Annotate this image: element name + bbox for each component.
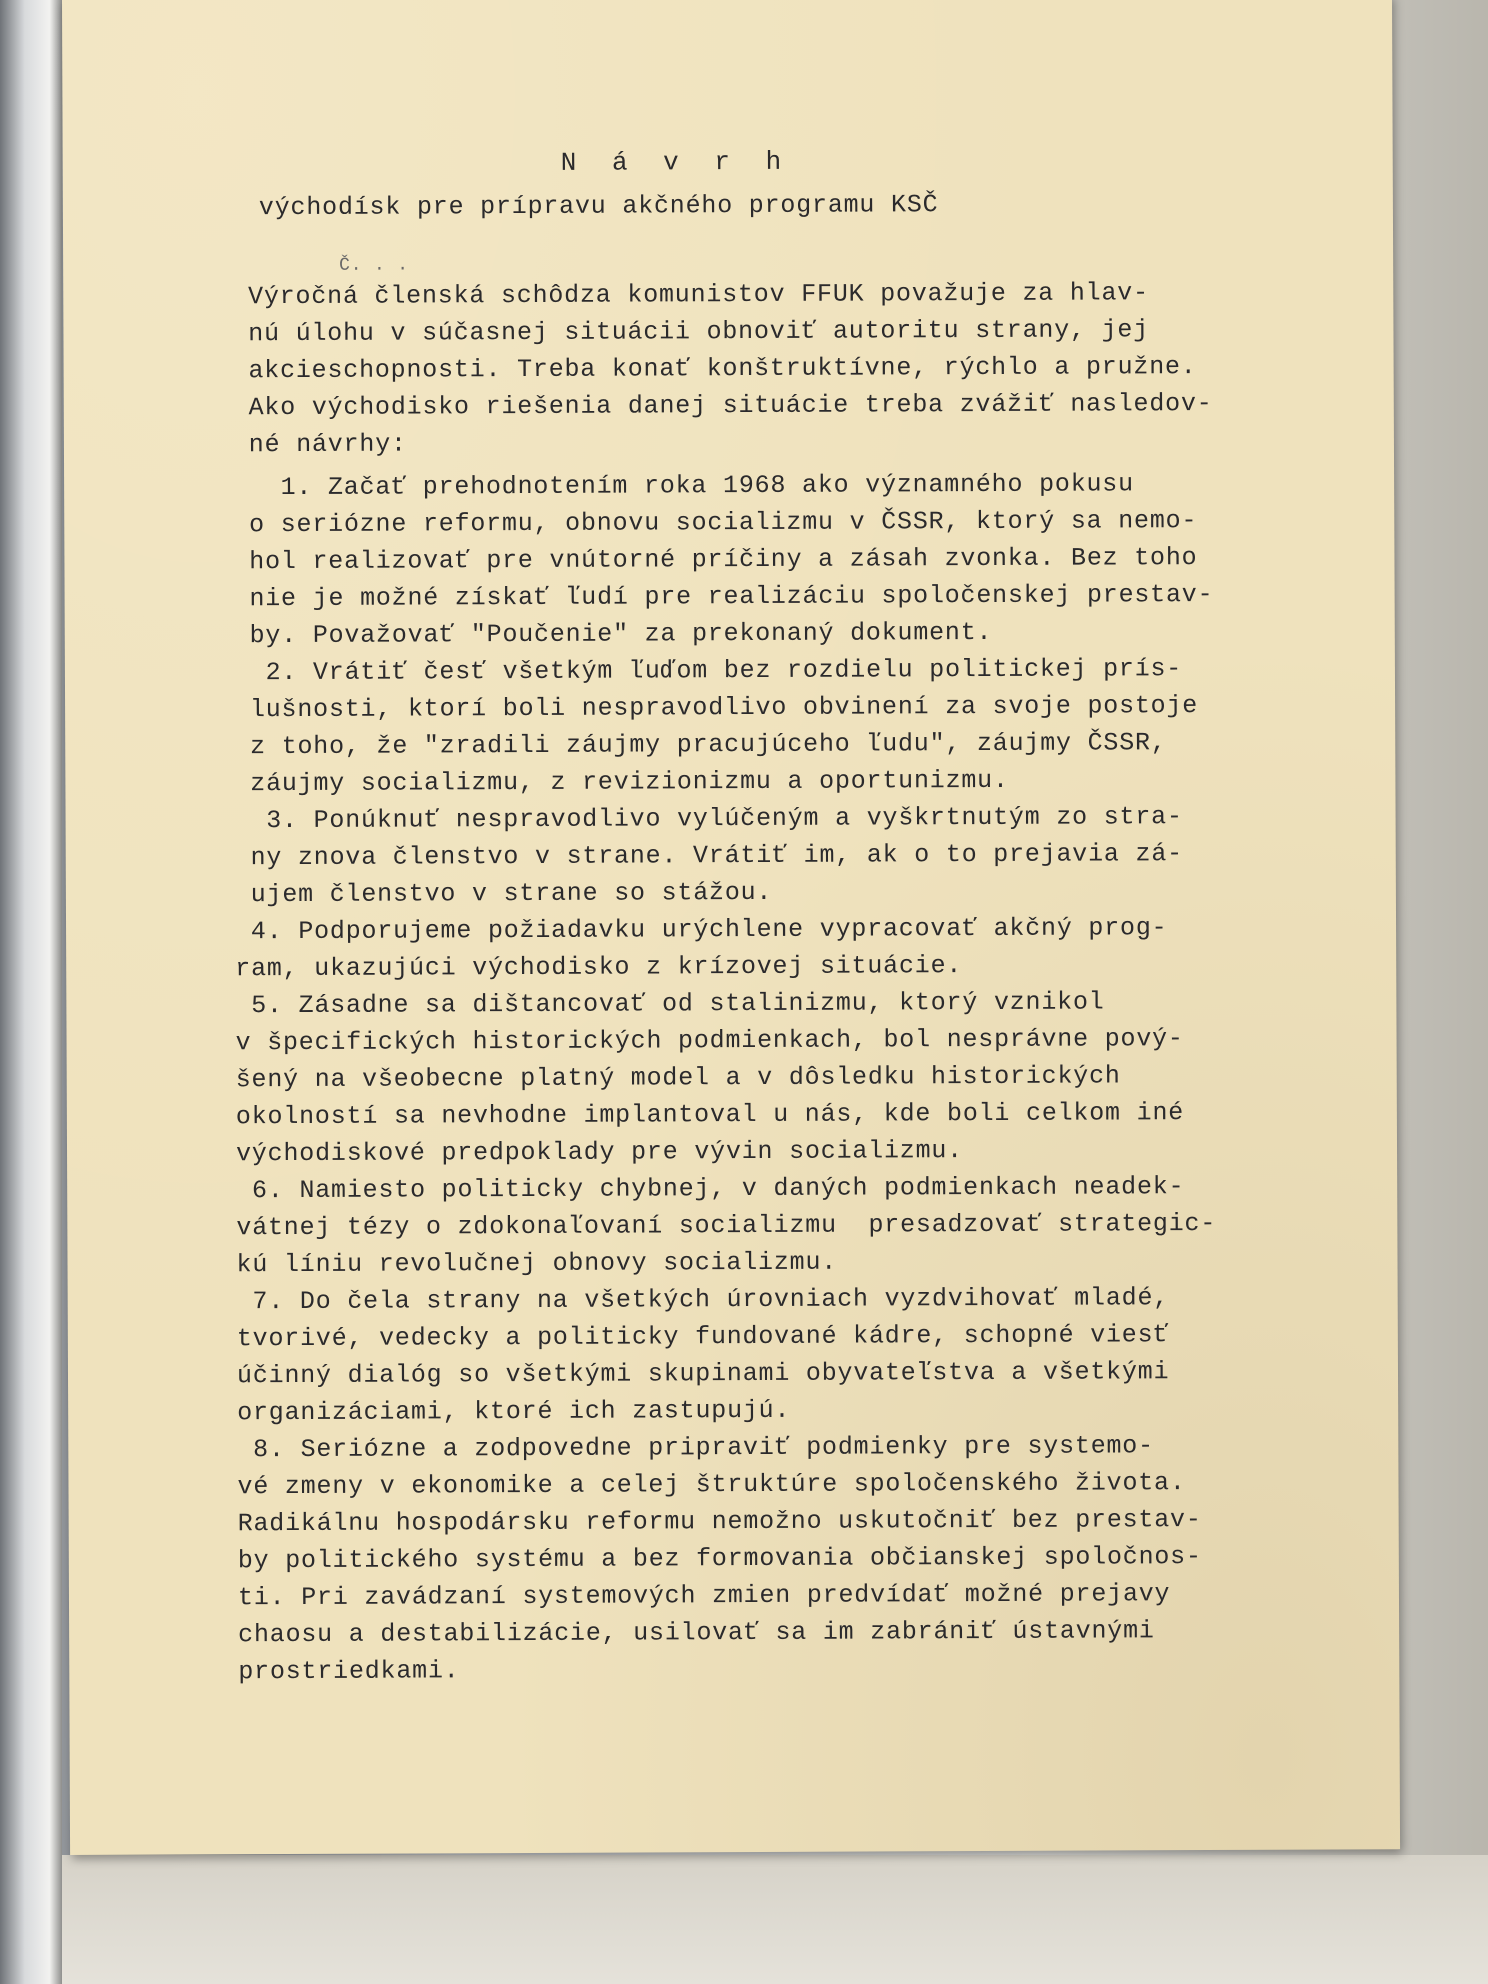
page-content: [153, 145, 1270, 1691]
handwritten-mark: Č. . .: [339, 255, 409, 276]
text-line: kú líniu revolučnej obnovy socializmu.: [157, 1247, 838, 1280]
proposal-item-2: [155, 650, 1266, 803]
text-line: 3. Ponúknuť nespravodlivo vylúčeným a vyškrtnutým zo stra-: [155, 802, 1183, 836]
text-line: Radikálnu hospodársku reformu nemožno uskutočniť bez prestav-: [158, 1505, 1202, 1539]
text-line: ny znova členstvo v strane. Vrátiť im, ak o to prejavia zá-: [155, 839, 1183, 873]
text-line: 5. Zásadne sa dištancovať od stalinizmu, ktorý vznikol: [156, 987, 1105, 1021]
text-line: nú úlohu v súčasnej situácii obnoviť autoritu strany, jej: [153, 315, 1150, 349]
text-line: lušnosti, ktorí boli nespravodlivo obvinení za svoje postoje: [155, 691, 1199, 725]
proposal-item-8: [158, 1427, 1269, 1691]
text-line: prostriedkami.: [159, 1656, 460, 1687]
text-line: Ako východisko riešenia danej situácie treba zvážiť nasledov-: [153, 388, 1213, 423]
text-line: akcieschopnosti. Treba konať konštruktívne, rýchlo a pružne.: [153, 352, 1197, 386]
proposal-item-1: [154, 465, 1265, 655]
text-line: ti. Pri zavádzaní systemových zmien predvídať možné prejavy: [158, 1579, 1171, 1613]
text-line: ram, ukazujúci východisko z krízovej situácie.: [156, 951, 963, 984]
proposal-item-5: [156, 983, 1267, 1173]
text-line: by politického systému a bez formovania občianskej spoločnos-: [158, 1542, 1202, 1576]
document-subtitle: východísk pre prípravu akčného programu KSČ: [258, 190, 939, 223]
intro-paragraph: [153, 274, 1264, 464]
text-line: 2. Vrátiť česť všetkým ľuďom bez rozdielu politickej prís-: [154, 654, 1183, 688]
text-line: 4. Podporujeme požiadavku urýchlene vypracovať akčný prog-: [156, 913, 1168, 947]
proposal-item-3: [156, 798, 1266, 914]
text-line: šený na všeobecne platný model a v dôsledku historických: [156, 1061, 1121, 1095]
typewritten-page: [62, 0, 1400, 1855]
text-line: chaosu a destabilizácie, usilovať sa im zabrániť ústavnými: [159, 1616, 1155, 1650]
text-line: 8. Seriózne a zodpovedne pripraviť podmienky pre systemo-: [158, 1431, 1154, 1465]
text-line: východiskové predpoklady pre vývin socializmu.: [156, 1136, 964, 1169]
text-line: nie je možné získať ľudí pre realizáciu spoločenskej prestav-: [154, 579, 1214, 614]
text-line: vátnej tézy o zdokonaľovaní socializmu presadzovať strategic-: [157, 1208, 1217, 1243]
text-line: 7. Do čela strany na všetkých úrovniach vyzdvihovať mladé,: [157, 1283, 1170, 1317]
text-line: tvorivé, vedecky a politicky fundované kádre, schopné viesť: [157, 1320, 1170, 1354]
text-line: okolností sa nevhodne implantoval u nás, kde boli celkom iné: [156, 1098, 1185, 1132]
text-line: ujem členstvo v strane so stážou.: [155, 877, 773, 910]
table-surface: [62, 1855, 1488, 1984]
proposal-item-6: [157, 1168, 1267, 1284]
text-line: Výročná členská schôdza komunistov FFUK považuje za hlav-: [153, 278, 1149, 312]
text-line: v špecifických historických podmienkach, bol nesprávne pový-: [156, 1024, 1184, 1058]
text-line: vé zmeny v ekonomike a celej štruktúre spoločenského života.: [158, 1468, 1186, 1502]
proposal-item-7: [158, 1279, 1269, 1432]
text-line: o seriózne reformu, obnovu socializmu v ČSSR, ktorý sa nemo-: [154, 506, 1198, 540]
text-line: z toho, že "zradili záujmy pracujúceho ľudu", záujmy ČSSR,: [155, 728, 1167, 762]
text-line: účinný dialóg so všetkými skupinami obyvateľstva a všetkými: [157, 1357, 1170, 1391]
binder-edge: [0, 0, 62, 1984]
text-line: hol realizovať pre vnútorné príčiny a zásah zvonka. Bez toho: [154, 543, 1198, 577]
document-title: N á v r h: [560, 146, 792, 178]
text-line: záujmy socializmu, z revizionizmu a oportunizmu.: [155, 765, 1009, 799]
text-line: organizáciami, ktoré ich zastupujú.: [158, 1395, 791, 1428]
text-line: 1. Začať prehodnotením roka 1968 ako významného pokusu: [154, 469, 1134, 503]
text-line: né návrhy:: [153, 429, 407, 460]
text-line: by. Považovať "Poučenie" za prekonaný dokument.: [154, 617, 993, 651]
text-line: 6. Namiesto politicky chybnej, v daných podmienkach neadek-: [157, 1172, 1185, 1206]
proposal-item-4: [156, 909, 1266, 988]
